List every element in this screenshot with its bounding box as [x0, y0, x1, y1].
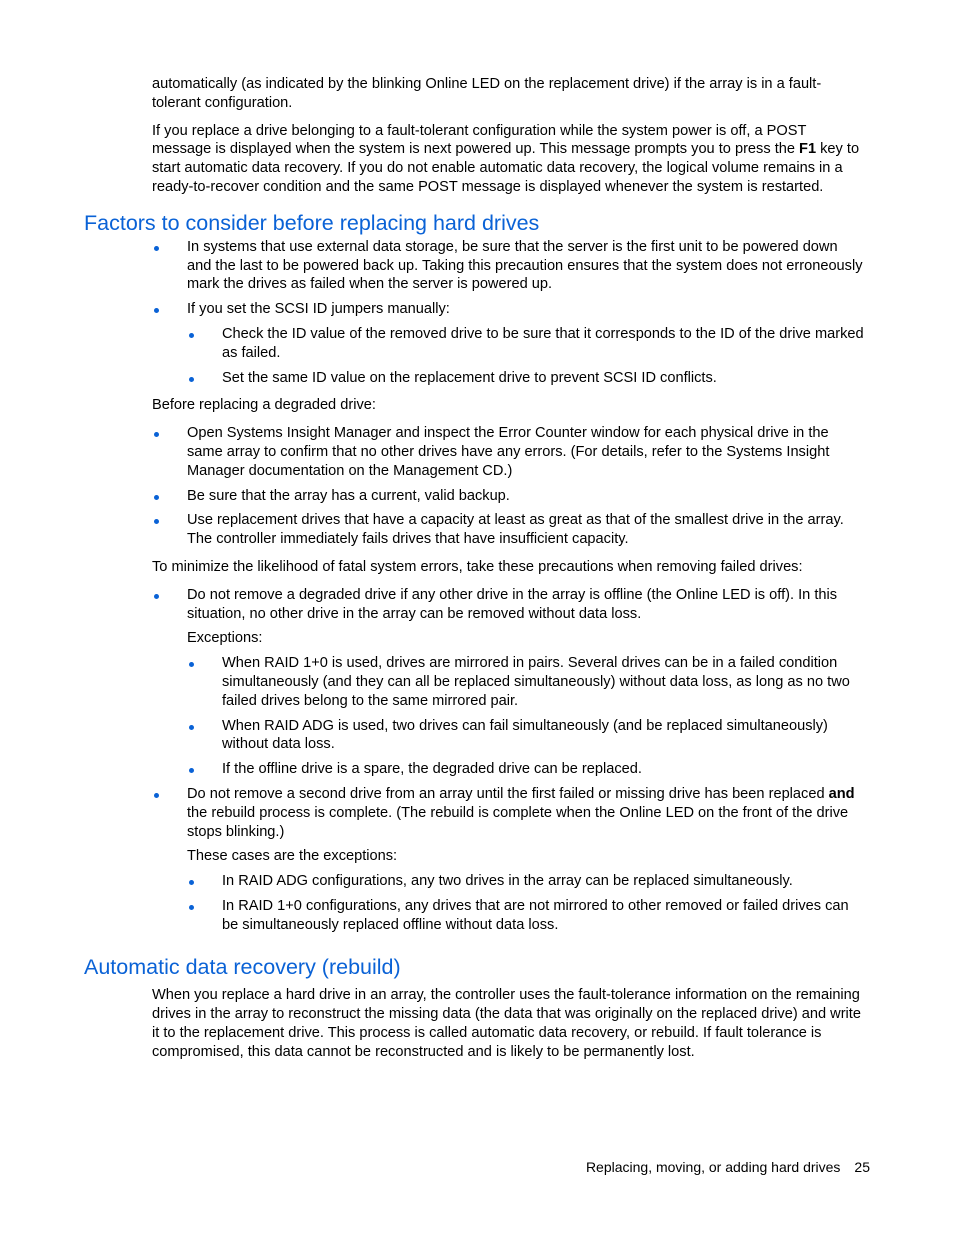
factors-list-2 [152, 424, 864, 549]
intro-paragraph-1: automatically (as indicated by the blinking Online LED on the replacement drive) if the array is in a fault-tolerant configuration. [152, 76, 822, 111]
list-item: When RAID ADG is used, two drives can fail simultaneously (and be replaced simultaneously) without data loss. [187, 717, 864, 755]
list-item: In RAID ADG configurations, any two drives in the array can be replaced simultaneously. [187, 872, 864, 891]
intro-text-b: key to start automatic data recovery. If you do not enable automatic data recovery, the logical volume remains in a ready-to-recover condition and the same POST message is displayed whenever the system is restarted. [152, 141, 860, 195]
list-item: Open Systems Insight Manager and inspect the Error Counter window for each physical drive in the same array to confirm that no other drives have any errors. (For details, refer to the Systems Insight Manager documentation on the Management CD.) [152, 424, 864, 480]
cases-label: These cases are the exceptions: [187, 848, 398, 865]
intro-text-a: If you replace a drive belonging to a fault-tolerant configuration while the system power is off, a POST message is displayed when the system is next powered up. This message prompts you to press the [152, 122, 807, 158]
list-item: In RAID 1+0 configurations, any drives that are not mirrored to other removed or failed drives can be simultaneously replaced offline without data loss. [187, 897, 864, 935]
list-item: When RAID 1+0 is used, drives are mirrored in pairs. Several drives can be in a failed condition simultaneously (and they can all be replaced simultaneously) without data loss, as long as no two failed drives belong to the same mirrored pair. [187, 654, 864, 710]
precautions-list [152, 586, 864, 935]
list-item-text: If you set the SCSI ID jumpers manually: [187, 301, 450, 318]
cases-sublist [187, 872, 864, 934]
exceptions-sublist [187, 654, 864, 779]
intro-paragraph-2 [152, 122, 864, 197]
list-item: Check the ID value of the removed drive to be sure that it corresponds to the ID of the drive marked as failed. [187, 325, 864, 363]
list-item: In systems that use external data storage, be sure that the server is the first unit to be powered down and the last to be powered back up. Taking this precaution ensures that the system does not erroneously mark the drives as failed when the server is powered up. [152, 238, 864, 294]
list-item-text: Do not remove a second drive from an array until the first failed or missing drive has been replaced [187, 785, 829, 802]
minimize-errors-label: To minimize the likelihood of fatal system errors, take these precautions when removing failed drives: [152, 558, 803, 575]
footer-section-title: Replacing, moving, or adding hard drives [585, 1159, 841, 1175]
list-item [152, 300, 864, 387]
f1-key-label: F1 [799, 141, 817, 158]
list-item: Set the same ID value on the replacement drive to prevent SCSI ID conflicts. [187, 369, 864, 388]
list-item-text: Do not remove a degraded drive if any other drive in the array is offline (the Online LED is off). In this situation, no other drive in the array can be removed without data loss. [187, 586, 838, 622]
list-item [152, 586, 864, 779]
list-item: Be sure that the array has a current, valid backup. [152, 487, 864, 506]
list-item: Use replacement drives that have a capacity at least as great as that of the smallest drive in the array. The controller immediately fails drives that have insufficient capacity. [152, 511, 864, 549]
scsi-sublist [187, 325, 864, 387]
page-number: 25 [854, 1159, 870, 1175]
and-keyword: and [828, 785, 855, 802]
list-item-text: the rebuild process is complete. (The rebuild is complete when the Online LED on the front of the drive stops blinking.) [187, 804, 849, 840]
section-heading-factors: Factors to consider before replacing hard drives [84, 210, 540, 235]
list-item [152, 785, 864, 935]
page-content [84, 75, 864, 1071]
rebuild-paragraph: When you replace a hard drive in an array, the controller uses the fault-tolerance information on the remaining drives in the array to reconstruct the missing data (the data that was originally on the replaced drive) and write it to the replacement drive. This process is called automatic data recovery, or rebuild. If fault tolerance is compromised, this data cannot be reconstructed and is likely to be permanently lost. [152, 987, 861, 1060]
before-degraded-label: Before replacing a degraded drive: [152, 397, 376, 414]
page-footer [500, 1159, 870, 1175]
factors-list-1 [152, 238, 864, 388]
section-heading-rebuild: Automatic data recovery (rebuild) [84, 955, 401, 980]
list-item: If the offline drive is a spare, the degraded drive can be replaced. [187, 760, 864, 779]
exceptions-label: Exceptions: [187, 630, 263, 647]
